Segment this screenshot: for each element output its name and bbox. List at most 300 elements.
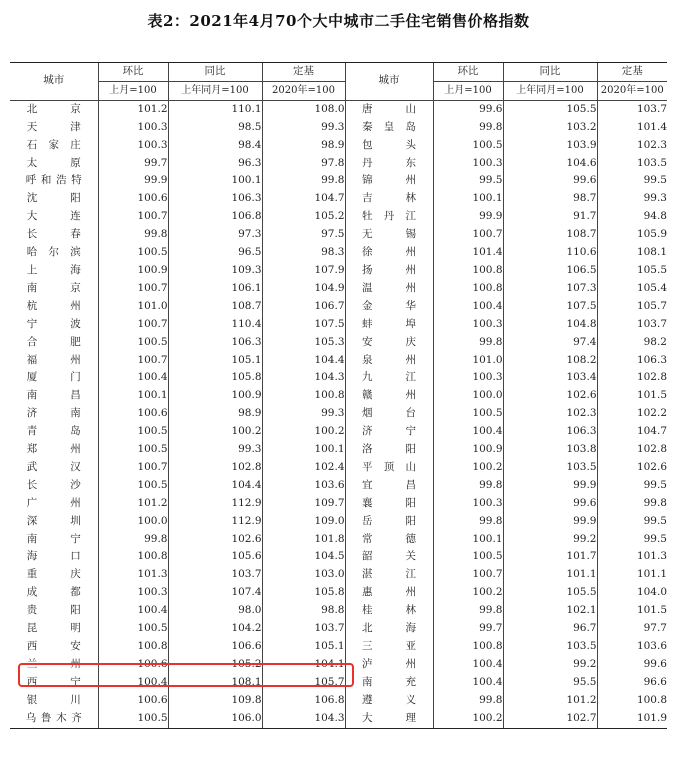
base-value-left <box>262 369 345 387</box>
mom-value-right-text: 100.0 <box>472 389 503 402</box>
city-name-right <box>345 566 433 584</box>
yoy-value-left-text: 108.1 <box>231 675 262 688</box>
city-name-left <box>10 692 98 710</box>
city-name-right-text: 韶关 <box>362 550 416 563</box>
city-name-left-text: 杭州 <box>26 299 81 312</box>
yoy-value-right-text: 102.6 <box>566 389 597 402</box>
yoy-value-right-text: 103.5 <box>566 640 597 652</box>
mom-value-right-text: 100.1 <box>472 532 503 545</box>
yoy-value-right-text: 91.7 <box>573 210 597 223</box>
mom-value-left <box>98 155 168 173</box>
yoy-value-left-text: 107.4 <box>231 586 262 599</box>
city-name-left-text: 济南 <box>26 407 81 420</box>
mom-value-left <box>98 387 168 405</box>
city-name-right <box>345 172 433 190</box>
mom-value-right <box>433 226 503 244</box>
mom-value-left-text: 100.9 <box>137 263 168 276</box>
yoy-value-right <box>503 441 597 459</box>
base-value-right-text: 101.4 <box>636 120 667 133</box>
base-value-right <box>597 531 667 549</box>
city-name-right-text: 金华 <box>362 299 416 312</box>
mom-value-left-text: 100.4 <box>137 675 168 688</box>
city-name-left <box>10 172 98 190</box>
mom-value-right <box>433 137 503 155</box>
mom-value-left-text: 100.7 <box>137 210 168 223</box>
mom-value-right-text: 100.3 <box>472 317 503 330</box>
base-value-left <box>262 602 345 620</box>
mom-value-left <box>98 172 168 190</box>
city-name-left-text: 广州 <box>26 496 81 509</box>
base-value-left-text: 99.3 <box>321 407 345 420</box>
mom-value-right-text: 100.4 <box>472 675 503 688</box>
mom-value-left-text: 99.9 <box>144 174 168 187</box>
yoy-value-right-text: 103.5 <box>566 460 597 473</box>
yoy-value-left-text: 100.2 <box>231 425 262 438</box>
city-name-right-text: 遵义 <box>362 693 416 706</box>
yoy-value-right <box>503 352 597 370</box>
mom-value-left <box>98 602 168 620</box>
base-value-right <box>597 620 667 638</box>
base-value-left-text: 98.3 <box>321 246 345 259</box>
mom-value-right-text: 100.4 <box>472 299 503 312</box>
table-row <box>10 602 667 620</box>
base-value-left <box>262 155 345 173</box>
yoy-value-left-text: 98.5 <box>238 120 262 133</box>
mom-value-right <box>433 280 503 298</box>
yoy-value-right-text: 106.3 <box>566 425 597 438</box>
city-name-left-text: 贵阳 <box>26 604 81 617</box>
mom-value-right-text: 99.8 <box>479 478 503 491</box>
city-name-left-text: 天津 <box>26 120 81 133</box>
city-name-right-text: 洛阳 <box>362 443 416 456</box>
table-row <box>10 190 667 208</box>
mom-value-left <box>98 531 168 549</box>
base-value-right-text: 101.5 <box>636 389 667 402</box>
mom-value-right <box>433 620 503 638</box>
city-name-left <box>10 100 98 118</box>
base-value-right <box>597 387 667 405</box>
table-row <box>10 584 667 602</box>
base-value-left-text: 97.5 <box>321 228 345 241</box>
city-name-left <box>10 513 98 531</box>
city-name-left-text: 南宁 <box>26 532 81 545</box>
yoy-value-left-text: 105.1 <box>231 353 262 366</box>
base-header-left: 定基 <box>262 63 345 82</box>
mom-value-right-text: 100.1 <box>472 192 503 205</box>
yoy-value-left-text: 106.8 <box>231 210 262 223</box>
yoy-value-right <box>503 334 597 352</box>
base-value-right <box>597 316 667 334</box>
base-value-right <box>597 674 667 692</box>
mom-value-right <box>433 119 503 137</box>
yoy-value-right <box>503 405 597 423</box>
yoy-value-right-text: 98.7 <box>573 192 597 205</box>
base-value-right-text: 99.5 <box>643 478 667 491</box>
base-value-left <box>262 441 345 459</box>
city-name-right-text: 襄阳 <box>362 496 416 509</box>
city-name-right <box>345 298 433 316</box>
city-name-right-text: 蚌埠 <box>362 317 416 330</box>
yoy-value-left-text: 106.3 <box>231 192 262 205</box>
city-name-left <box>10 620 98 638</box>
yoy-value-right <box>503 119 597 137</box>
base-value-right <box>597 298 667 316</box>
mom-value-left-text: 100.5 <box>137 335 168 348</box>
yoy-value-right-text: 105.5 <box>566 102 597 115</box>
city-name-left-text: 石家庄 <box>26 138 81 151</box>
yoy-value-left-text: 105.6 <box>231 550 262 563</box>
table-row <box>10 692 667 710</box>
yoy-value-right-text: 103.8 <box>566 443 597 456</box>
city-name-left-text: 宁波 <box>26 317 81 330</box>
base-value-left-text: 104.3 <box>314 711 345 724</box>
base-value-right <box>597 369 667 387</box>
city-name-right <box>345 692 433 710</box>
yoy-value-left-text: 96.5 <box>238 246 262 259</box>
yoy-subheader-right: 上年同月=100 <box>503 81 597 100</box>
city-name-right-text: 北海 <box>362 622 416 635</box>
mom-value-right-text: 100.2 <box>472 711 503 724</box>
mom-value-left-text: 101.2 <box>137 496 168 509</box>
city-name-right-text: 三亚 <box>362 640 416 652</box>
mom-value-left <box>98 334 168 352</box>
base-value-right-text: 105.5 <box>636 263 667 276</box>
table-row <box>10 280 667 298</box>
mom-value-left <box>98 262 168 280</box>
yoy-value-right <box>503 710 597 728</box>
city-name-right <box>345 620 433 638</box>
mom-value-right <box>433 584 503 602</box>
city-name-right-text: 湛江 <box>362 568 416 581</box>
base-value-left-text: 109.7 <box>314 496 345 509</box>
mom-value-right-text: 100.8 <box>472 281 503 294</box>
table-row <box>10 100 667 118</box>
mom-value-right <box>433 495 503 513</box>
base-value-right-text: 102.6 <box>636 460 667 473</box>
base-value-left-text: 104.9 <box>314 281 345 294</box>
city-name-right <box>345 656 433 674</box>
city-name-right-text: 平顶山 <box>362 460 416 473</box>
yoy-value-right-text: 102.7 <box>566 711 597 724</box>
yoy-value-left-text: 112.9 <box>231 514 262 527</box>
city-name-left <box>10 119 98 137</box>
base-value-left <box>262 119 345 137</box>
mom-subheader-left: 上月=100 <box>98 81 168 100</box>
base-value-right-text: 99.8 <box>643 496 667 509</box>
yoy-value-left-text: 103.7 <box>231 568 262 581</box>
city-name-right <box>345 190 433 208</box>
city-name-right <box>345 602 433 620</box>
yoy-value-right <box>503 137 597 155</box>
city-name-left <box>10 441 98 459</box>
city-name-right <box>345 513 433 531</box>
base-value-left-text: 101.8 <box>314 532 345 545</box>
base-value-right <box>597 100 667 118</box>
city-name-right-text: 南充 <box>362 675 416 688</box>
city-name-left-text: 沈阳 <box>26 192 81 205</box>
mom-value-right-text: 100.4 <box>472 657 503 670</box>
base-value-right-text: 103.6 <box>636 640 667 652</box>
base-value-right-text: 108.1 <box>636 246 667 259</box>
mom-value-left <box>98 100 168 118</box>
city-name-right <box>345 244 433 262</box>
city-name-left-text: 南京 <box>26 281 81 294</box>
yoy-value-right-text: 104.6 <box>566 156 597 169</box>
base-value-right-text: 96.6 <box>643 675 667 688</box>
city-name-right-text: 常德 <box>362 532 416 545</box>
yoy-value-right <box>503 387 597 405</box>
yoy-value-right <box>503 226 597 244</box>
mom-value-right-text: 99.8 <box>479 120 503 133</box>
mom-value-left <box>98 495 168 513</box>
mom-value-right <box>433 710 503 728</box>
yoy-value-right <box>503 423 597 441</box>
base-value-right <box>597 638 667 656</box>
base-value-left <box>262 620 345 638</box>
table-row <box>10 566 667 584</box>
base-value-left <box>262 531 345 549</box>
yoy-value-right <box>503 531 597 549</box>
yoy-value-left <box>168 244 262 262</box>
mom-value-right-text: 100.7 <box>472 568 503 581</box>
yoy-value-left <box>168 369 262 387</box>
base-value-right-text: 99.5 <box>643 514 667 527</box>
city-name-right-text: 烟台 <box>362 407 416 420</box>
mom-value-right-text: 100.5 <box>472 407 503 420</box>
table-row <box>10 172 667 190</box>
table-row <box>10 405 667 423</box>
yoy-value-right-text: 99.6 <box>573 174 597 187</box>
table-row <box>10 441 667 459</box>
base-value-right-text: 103.7 <box>636 102 667 115</box>
city-name-left <box>10 638 98 656</box>
table-row <box>10 119 667 137</box>
base-value-right-text: 102.3 <box>636 138 667 151</box>
city-name-right-text: 唐山 <box>362 102 416 115</box>
city-name-right <box>345 387 433 405</box>
mom-value-left-text: 100.8 <box>137 640 168 652</box>
table-row <box>10 369 667 387</box>
city-header-right: 城市 <box>345 63 433 101</box>
mom-value-right <box>433 638 503 656</box>
city-name-left-text: 重庆 <box>26 568 81 581</box>
mom-value-left-text: 99.8 <box>144 532 168 545</box>
yoy-value-right <box>503 638 597 656</box>
city-name-left <box>10 316 98 334</box>
yoy-value-right-text: 96.7 <box>573 622 597 635</box>
mom-value-left <box>98 638 168 656</box>
city-name-left-text: 西安 <box>26 640 81 652</box>
yoy-value-right <box>503 100 597 118</box>
table-row <box>10 316 667 334</box>
city-name-right-text: 安庆 <box>362 335 416 348</box>
city-name-left-text: 长春 <box>26 228 81 241</box>
city-name-right <box>345 119 433 137</box>
mom-value-right-text: 100.5 <box>472 138 503 151</box>
base-value-left-text: 107.5 <box>314 317 345 330</box>
mom-value-left <box>98 423 168 441</box>
city-name-left <box>10 602 98 620</box>
mom-value-left-text: 100.5 <box>137 711 168 724</box>
mom-value-right <box>433 566 503 584</box>
yoy-value-left-text: 106.3 <box>231 335 262 348</box>
city-name-left-text: 大连 <box>26 210 81 223</box>
mom-value-right <box>433 100 503 118</box>
mom-value-left-text: 100.6 <box>137 657 168 670</box>
yoy-value-left <box>168 495 262 513</box>
city-name-left <box>10 459 98 477</box>
yoy-value-left <box>168 620 262 638</box>
yoy-value-left <box>168 405 262 423</box>
base-value-right <box>597 190 667 208</box>
city-name-left-text: 哈尔滨 <box>26 246 81 259</box>
mom-value-left <box>98 352 168 370</box>
yoy-value-right <box>503 584 597 602</box>
base-value-left-text: 97.8 <box>321 156 345 169</box>
city-name-right-text: 赣州 <box>362 389 416 402</box>
yoy-value-right-text: 108.7 <box>566 228 597 241</box>
city-name-right-text: 吉林 <box>362 192 416 205</box>
mom-value-left <box>98 441 168 459</box>
mom-value-right-text: 100.3 <box>472 496 503 509</box>
yoy-value-left <box>168 316 262 334</box>
base-value-left <box>262 244 345 262</box>
mom-value-right <box>433 477 503 495</box>
mom-value-right <box>433 244 503 262</box>
base-value-left-text: 105.3 <box>314 335 345 348</box>
yoy-value-right-text: 97.4 <box>573 335 597 348</box>
city-name-right <box>345 352 433 370</box>
yoy-subheader-left: 上年同月=100 <box>168 81 262 100</box>
yoy-value-right <box>503 208 597 226</box>
yoy-value-left <box>168 334 262 352</box>
city-name-right-text: 徐州 <box>362 246 416 259</box>
mom-value-left-text: 100.0 <box>137 514 168 527</box>
mom-value-right <box>433 674 503 692</box>
yoy-value-right-text: 99.9 <box>573 514 597 527</box>
yoy-value-left-text: 106.6 <box>231 640 262 652</box>
yoy-value-right-text: 95.5 <box>573 675 597 688</box>
mom-value-right-text: 100.9 <box>472 443 503 456</box>
city-name-right <box>345 316 433 334</box>
city-name-left <box>10 244 98 262</box>
mom-value-right <box>433 405 503 423</box>
yoy-value-right-text: 108.2 <box>566 353 597 366</box>
yoy-value-left-text: 109.3 <box>231 263 262 276</box>
yoy-value-left-text: 102.6 <box>231 532 262 545</box>
base-value-right <box>597 226 667 244</box>
city-name-left-text: 厦门 <box>26 371 81 384</box>
mom-value-right <box>433 513 503 531</box>
yoy-value-left-text: 110.4 <box>231 317 262 330</box>
base-value-left <box>262 352 345 370</box>
yoy-value-left <box>168 459 262 477</box>
yoy-value-left-text: 105.2 <box>231 657 262 670</box>
city-name-left <box>10 155 98 173</box>
yoy-value-left <box>168 262 262 280</box>
city-name-left-text: 银川 <box>26 693 81 706</box>
yoy-value-right <box>503 513 597 531</box>
base-value-left <box>262 334 345 352</box>
header-row-top <box>10 63 667 82</box>
base-value-right <box>597 459 667 477</box>
yoy-value-right <box>503 172 597 190</box>
mom-value-left-text: 100.6 <box>137 192 168 205</box>
city-name-right-text: 无锡 <box>362 228 416 241</box>
table-row <box>10 477 667 495</box>
yoy-value-right-text: 107.5 <box>566 299 597 312</box>
mom-value-left-text: 100.5 <box>137 425 168 438</box>
yoy-value-right-text: 102.3 <box>566 407 597 420</box>
mom-value-left-text: 100.5 <box>137 443 168 456</box>
mom-value-right <box>433 459 503 477</box>
mom-value-right-text: 99.9 <box>479 210 503 223</box>
city-name-left <box>10 137 98 155</box>
mom-value-left <box>98 405 168 423</box>
base-value-left <box>262 387 345 405</box>
city-name-left-text: 郑州 <box>26 443 81 456</box>
base-value-left-text: 102.4 <box>314 460 345 473</box>
city-name-right-text: 济宁 <box>362 425 416 438</box>
mom-value-left <box>98 710 168 728</box>
mom-value-right-text: 101.4 <box>472 246 503 259</box>
base-value-right <box>597 692 667 710</box>
yoy-value-left-text: 109.8 <box>231 693 262 706</box>
base-value-right-text: 105.4 <box>636 281 667 294</box>
city-name-left <box>10 190 98 208</box>
mom-value-right <box>433 602 503 620</box>
base-value-left <box>262 137 345 155</box>
mom-value-right-text: 100.4 <box>472 425 503 438</box>
yoy-value-left-text: 96.3 <box>238 156 262 169</box>
city-name-left-text: 南昌 <box>26 389 81 402</box>
base-value-left <box>262 280 345 298</box>
yoy-value-right <box>503 190 597 208</box>
mom-value-left-text: 100.6 <box>137 693 168 706</box>
base-value-left <box>262 226 345 244</box>
base-value-right <box>597 352 667 370</box>
yoy-value-left <box>168 100 262 118</box>
price-index-table <box>10 62 667 729</box>
base-value-right-text: 97.7 <box>643 622 667 635</box>
base-value-left-text: 103.0 <box>314 568 345 581</box>
city-name-right-text: 秦皇岛 <box>362 120 416 133</box>
base-value-left-text: 100.1 <box>314 443 345 456</box>
city-name-right-text: 锦州 <box>362 174 416 187</box>
mom-value-right-text: 99.6 <box>479 102 503 115</box>
yoy-value-left <box>168 602 262 620</box>
yoy-value-left <box>168 352 262 370</box>
base-value-left <box>262 190 345 208</box>
base-value-left-text: 103.6 <box>314 478 345 491</box>
yoy-value-left-text: 102.8 <box>231 460 262 473</box>
city-name-left <box>10 298 98 316</box>
city-name-right <box>345 638 433 656</box>
mom-value-right <box>433 316 503 334</box>
city-name-right <box>345 531 433 549</box>
table-row <box>10 638 667 656</box>
city-name-right <box>345 100 433 118</box>
mom-value-left <box>98 692 168 710</box>
yoy-value-left <box>168 172 262 190</box>
yoy-value-left <box>168 423 262 441</box>
base-value-right <box>597 584 667 602</box>
base-value-right <box>597 244 667 262</box>
base-value-right <box>597 656 667 674</box>
yoy-value-left <box>168 692 262 710</box>
city-name-right-text: 丹东 <box>362 156 416 169</box>
yoy-value-right-text: 102.1 <box>566 604 597 617</box>
